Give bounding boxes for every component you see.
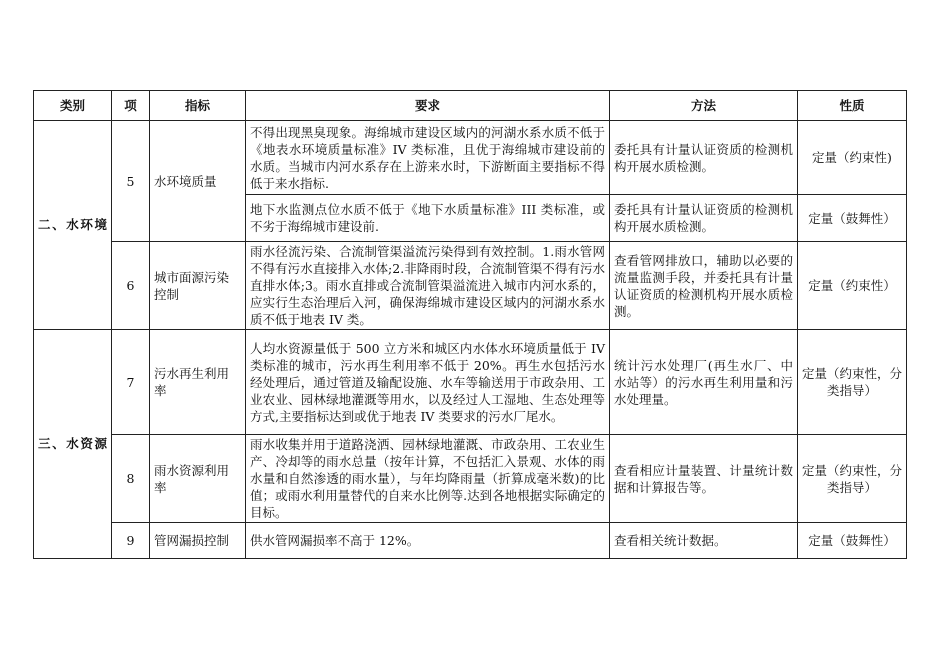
requirement-cell: 人均水资源量低于 500 立方米和城区内水体水环境质量低于 IV 类标准的城市，污水再生利用率不低于 20%。再生水包括污水经处理后，通过管道及输配设施、水车等输送用于市政杂用、工业农业、园林绿地灌溉等用水，以及经过人工湿地、生态处理等方式,主要指标达到或优于地表 IV 类要求的污水厂尾水。 — [246, 330, 610, 435]
indicator-cell: 管网漏损控制 — [150, 523, 246, 559]
method-cell: 查看相关统计数据。 — [610, 523, 798, 559]
requirement-cell: 供水管网漏损率不高于 12%。 — [246, 523, 610, 559]
requirement-cell: 不得出现黑臭现象。海绵城市建设区域内的河湖水系水质不低于《地表水环境质量标准》IV 类标准，且优于海绵城市建设前的水质。当城市内河水系存在上游来水时，下游断面主要指标不得低于来水指标. — [246, 121, 610, 195]
nature-cell: 定量（约束性) — [798, 121, 907, 195]
indicator-cell: 污水再生利用率 — [150, 330, 246, 435]
method-cell: 委托具有计量认证资质的检测机构开展水质检测。 — [610, 121, 798, 195]
nature-cell: 定量（约束性，分类指导） — [798, 330, 907, 435]
category-cell: 二、水环境 — [34, 121, 112, 330]
header-item: 项 — [112, 91, 150, 121]
item-number: 8 — [112, 435, 150, 523]
item-number: 6 — [112, 242, 150, 330]
indicator-cell: 城市面源污染控制 — [150, 242, 246, 330]
table-row — [34, 330, 907, 435]
table-row — [34, 523, 907, 559]
method-cell: 查看相应计量装置、计量统计数据和计算报告等。 — [610, 435, 798, 523]
indicator-cell: 雨水资源利用率 — [150, 435, 246, 523]
method-cell: 查看管网排放口，辅助以必要的流量监测手段，并委托具有计量认证资质的检测机构开展水质检测。 — [610, 242, 798, 330]
header-category: 类别 — [34, 91, 112, 121]
indicator-cell: 水环境质量 — [150, 121, 246, 242]
requirement-cell: 地下水监测点位水质不低于《地下水质量标准》III 类标准，或不劣于海绵城市建设前. — [246, 195, 610, 242]
header-requirement: 要求 — [246, 91, 610, 121]
item-number: 5 — [112, 121, 150, 242]
table-row — [34, 435, 907, 523]
requirement-cell: 雨水径流污染、合流制管渠溢流污染得到有效控制。1.雨水管网不得有污水直接排入水体;2.非降雨时段，合流制管渠不得有污水直排水体;3。雨水直排或合流制管渠溢流进入城市内河水系的，应实行生态治理后入河，确保海绵城市建设区域内的河湖水系水质不低于地表 IV 类。 — [246, 242, 610, 330]
method-cell: 委托具有计量认证资质的检测机构开展水质检测。 — [610, 195, 798, 242]
method-cell: 统计污水处理厂(再生水厂、中水站等）的污水再生利用量和污水处理量。 — [610, 330, 798, 435]
nature-cell: 定量（鼓舞性） — [798, 195, 907, 242]
nature-cell: 定量（约束性） — [798, 242, 907, 330]
requirement-cell: 雨水收集并用于道路浇洒、园林绿地灌溉、市政杂用、工农业生产、冷却等的雨水总量（按年计算，不包括汇入景观、水体的雨水量和自然渗透的雨水量），与年均降雨量（折算成毫米数)的比值；或雨水利用量替代的自来水比例等.达到各地根据实际确定的目标。 — [246, 435, 610, 523]
table-header-row — [34, 91, 907, 121]
header-indicator: 指标 — [150, 91, 246, 121]
item-number: 9 — [112, 523, 150, 559]
header-method: 方法 — [610, 91, 798, 121]
item-number: 7 — [112, 330, 150, 435]
indicator-table — [33, 90, 907, 559]
header-nature: 性质 — [798, 91, 907, 121]
table-row — [34, 121, 907, 195]
nature-cell: 定量（约束性，分类指导） — [798, 435, 907, 523]
nature-cell: 定量（鼓舞性） — [798, 523, 907, 559]
table-row — [34, 242, 907, 330]
category-cell: 三、水资源 — [34, 330, 112, 559]
